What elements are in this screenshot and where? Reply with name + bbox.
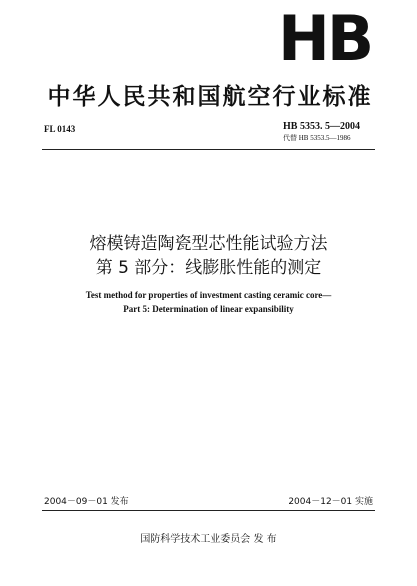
footer-divider — [42, 510, 375, 511]
title-cn-line1: 熔模铸造陶瓷型芯性能试验方法 — [89, 234, 328, 254]
org-title: 中华人民共和国航空行业标准 — [47, 84, 373, 110]
hb-logo: HB — [278, 2, 372, 75]
issue-date: 2004－09－01 发布 — [44, 497, 129, 507]
standard-number: HB 5353. 5—2004 — [283, 121, 360, 132]
replaces-standard: 代替 HB 5353.5—1986 — [283, 134, 351, 142]
title-en-line2: Part 5: Determination of linear expansibility — [123, 304, 294, 314]
issuer: 国防科学技术工业委员会 发 布 — [140, 534, 277, 545]
title-en-line1: Test method for properties of investment casting ceramic core— — [85, 290, 332, 300]
title-cn-line2: 第 5 部分：线膨胀性能的测定 — [95, 258, 322, 278]
standard-number-block — [283, 121, 373, 143]
fl-code: FL 0143 — [44, 124, 76, 134]
header-divider — [42, 149, 375, 150]
implement-date: 2004－12－01 实施 — [288, 497, 373, 507]
